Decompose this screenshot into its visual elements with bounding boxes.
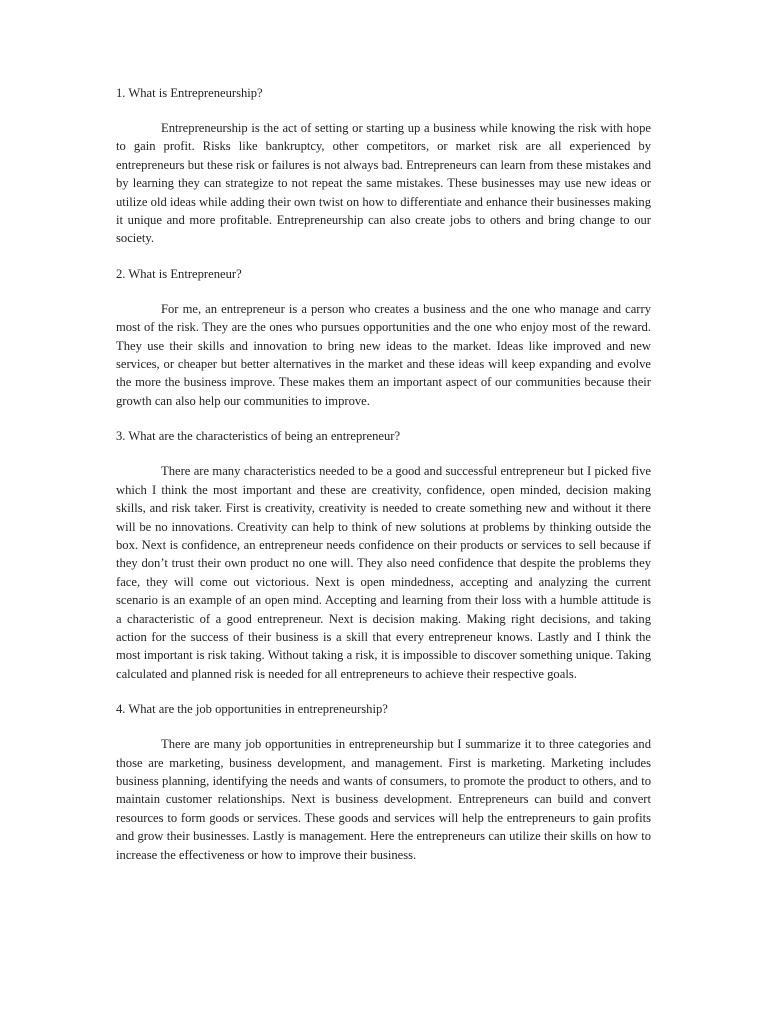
question-heading: 3. What are the characteristics of being an entrepreneur?: [116, 429, 401, 444]
section-job-opportunities: [116, 700, 651, 864]
document-body: [116, 84, 651, 881]
answer-paragraph: For me, an entrepreneur is a person who creates a business and the one who manage and carry most of the risk. They are the ones who pursues opportunities and the one who enjoy most of the reward. They use their skills and innovation to bring new ideas to the market. Ideas like improved and new services, or cheaper but better alternatives in the market and these ideas will keep expanding and evolve the more the business improve. These makes them an important aspect of our communities because their growth can also help our communities to improve.: [116, 301, 651, 408]
section-entrepreneurship: [116, 84, 651, 248]
question-heading: 4. What are the job opportunities in entrepreneurship?: [116, 702, 388, 717]
question-heading: 2. What is Entrepreneur?: [116, 266, 242, 281]
answer-paragraph: There are many job opportunities in entrepreneurship but I summarize it to three categories and those are marketing, business development, and management. First is marketing. Marketing includes business planning, identifying the needs and wants of consumers, to promote the product to others, and to maintain customer relationships. Next is business development. Entrepreneurs can build and convert resources to form goods or services. These goods and services will help the entrepreneurs to gain profits and grow their businesses. Lastly is management. Here the entrepreneurs can utilize their skills on how to increase the effectiveness or how to improve their business.: [116, 737, 651, 862]
answer-paragraph: There are many characteristics needed to be a good and successful entrepreneur but I picked five which I think the most important and these are creativity, confidence, open minded, decision making skills, and risk taker. First is creativity, creativity is needed to create something new and without it there will be no innovations. Creativity can help to think of new solutions at problems by thinking outside the box. Next is confidence, an entrepreneur needs confidence on their products or services to sell because if they don’t trust their own product no one will. They also need confidence that despite the problems they face, they will come out victorious. Next is open mindedness, accepting and analyzing the current scenario is an example of an open mind. Accepting and learning from their loss with a humble attitude is a characteristic of a good entrepreneur. Next is decision making. Making right decisions, and taking action for the success of their business is a skill that every entrepreneur knows. Lastly and I think the most important is risk taking. Without taking a risk, it is impossible to discover something unique. Taking calculated and planned risk is needed for all entrepreneurs to achieve their respective goals.: [116, 464, 651, 681]
answer-paragraph: Entrepreneurship is the act of setting or starting up a business while knowing the risk with hope to gain profit. Risks like bankruptcy, other competitors, or market risk are all experienced by entrepreneurs but these risk or failures is not always bad. Entrepreneurs can learn from these mistakes and by learning they can strategize to not repeat the same mistakes. These businesses may use new ideas or utilize old ideas while adding their own twist on how to differentiate and enhance their businesses making it unique and more profitable. Entrepreneurship can also create jobs to others and bring change to our society.: [116, 121, 651, 246]
section-entrepreneur: [116, 265, 651, 410]
question-heading: 1. What is Entrepreneurship?: [116, 86, 263, 100]
section-characteristics: [116, 427, 651, 683]
